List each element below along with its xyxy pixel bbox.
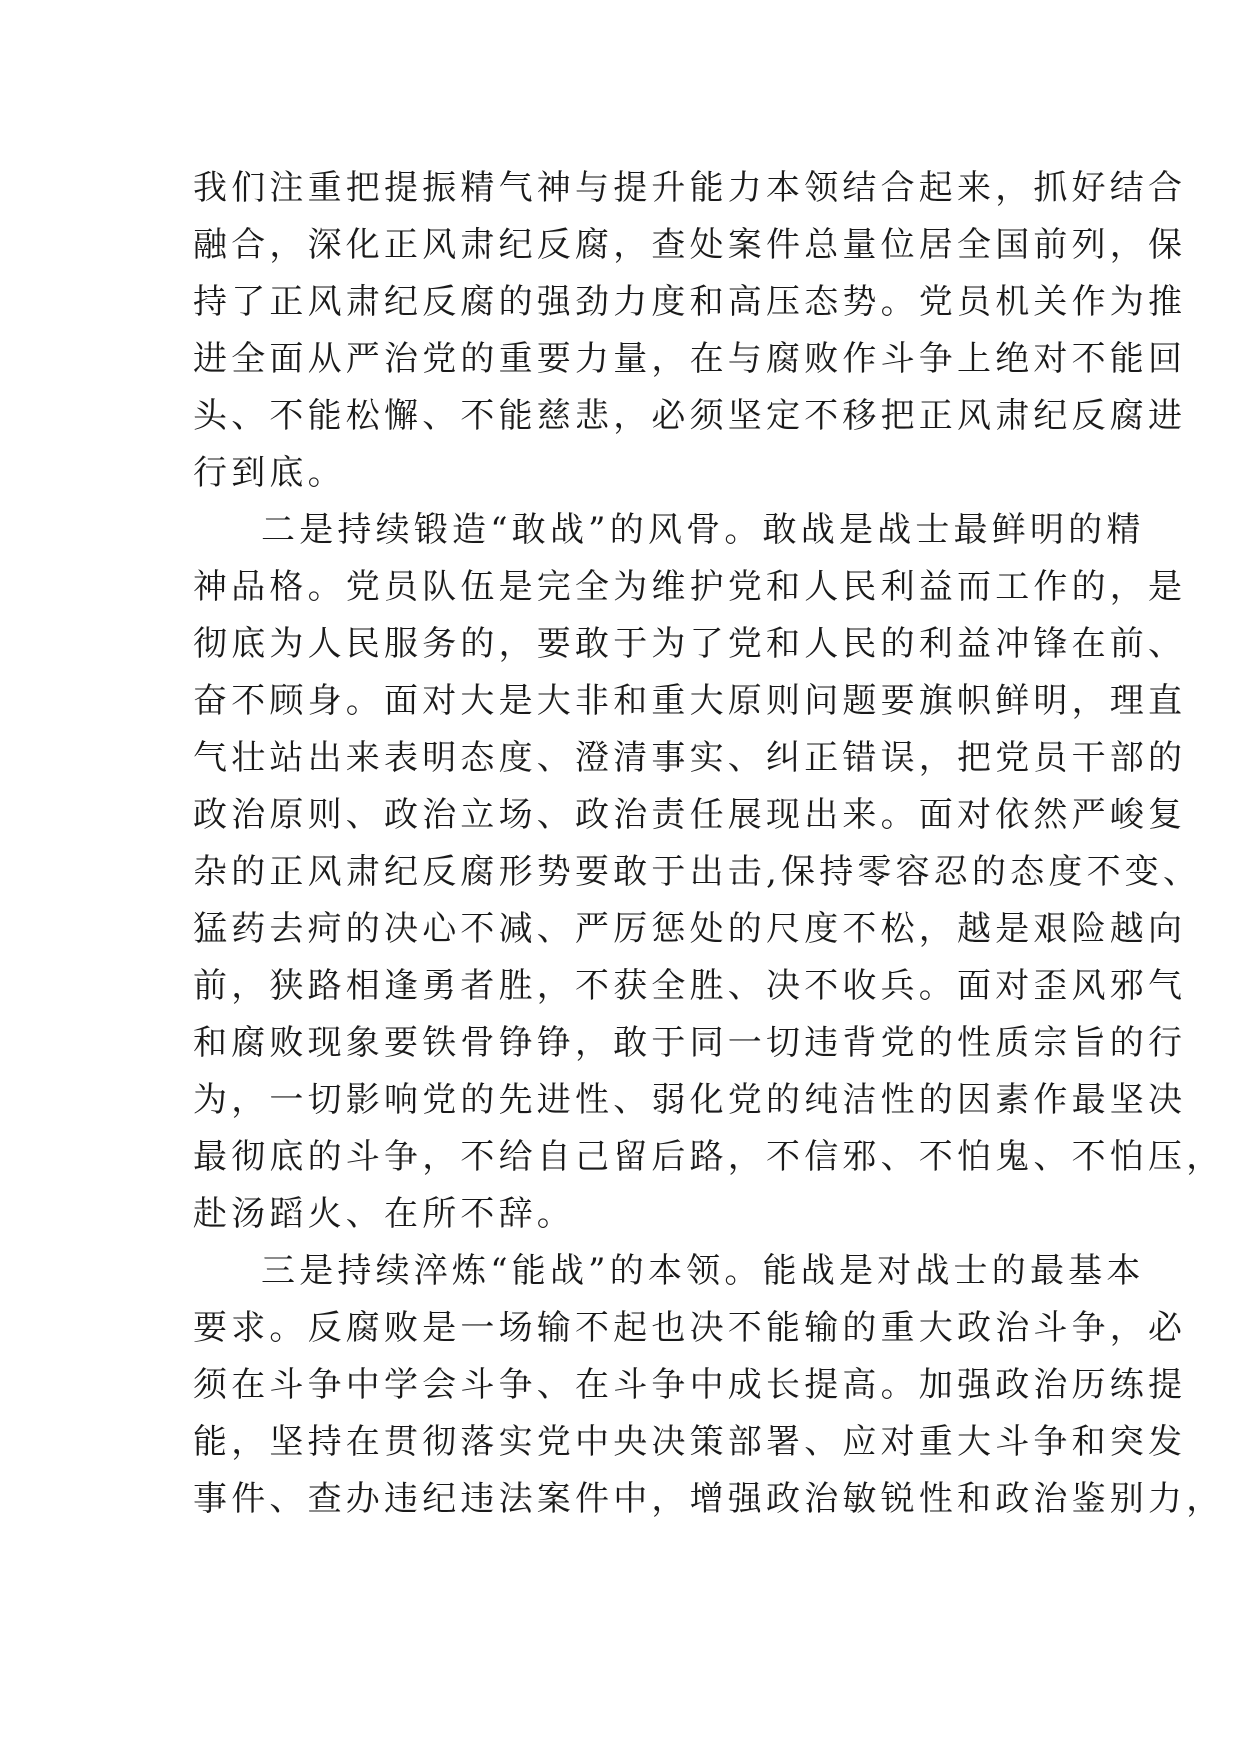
text-line: 神品格。党员队伍是完全为维护党和人民利益而工作的，是 [193,567,1187,607]
text-line: 政治原则、政治立场、政治责任展现出来。面对依然严峻复 [193,795,1187,835]
text-line: 持了正风肃纪反腐的强劲力度和高压态势。党员机关作为推 [193,282,1187,322]
text-line: 猛药去疴的决心不减、严厉惩处的尺度不松，越是艰险越向 [193,909,1187,949]
text-line: 头、不能松懈、不能慈悲，必须坚定不移把正风肃纪反腐进 [193,396,1187,436]
paragraph-start-line: 三是持续淬炼“能战”的本领。能战是对战士的最基本 [261,1251,1145,1291]
text-line: 进全面从严治党的重要力量，在与腐败作斗争上绝对不能回 [193,339,1187,379]
text-line: 杂的正风肃纪反腐形势要敢于出击,保持零容忍的态度不变、 [193,852,1202,892]
text-line: 奋不顾身。面对大是大非和重大原则问题要旗帜鲜明，理直 [193,681,1187,721]
text-line: 气壮站出来表明态度、澄清事实、纠正错误，把党员干部的 [193,738,1187,778]
text-line: 前，狭路相逢勇者胜，不获全胜、决不收兵。面对歪风邪气 [193,966,1187,1006]
text-line: 须在斗争中学会斗争、在斗争中成长提高。加强政治历练提 [193,1365,1187,1405]
text-line: 彻底为人民服务的，要敢于为了党和人民的利益冲锋在前、 [193,624,1187,664]
body-text [193,160,1225,1528]
text-line: 赴汤蹈火、在所不辞。 [193,1194,575,1234]
paragraph-start-line: 二是持续锻造“敢战”的风骨。敢战是战士最鲜明的精 [261,510,1145,550]
text-line: 为，一切影响党的先进性、弱化党的纯洁性的因素作最坚决 [193,1080,1187,1120]
text-line: 最彻底的斗争，不给自己留后路，不信邪、不怕鬼、不怕压， [193,1137,1225,1177]
text-line: 要求。反腐败是一场输不起也决不能输的重大政治斗争，必 [193,1308,1187,1348]
text-line: 我们注重把提振精气神与提升能力本领结合起来，抓好结合 [193,168,1187,208]
text-line: 和腐败现象要铁骨铮铮，敢于同一切违背党的性质宗旨的行 [193,1023,1187,1063]
text-line: 事件、查办违纪违法案件中，增强政治敏锐性和政治鉴别力， [193,1479,1225,1519]
text-line: 能，坚持在贯彻落实党中央决策部署、应对重大斗争和突发 [193,1422,1187,1462]
text-line: 行到底。 [193,453,346,493]
text-line: 融合，深化正风肃纪反腐，查处案件总量位居全国前列，保 [193,225,1187,265]
